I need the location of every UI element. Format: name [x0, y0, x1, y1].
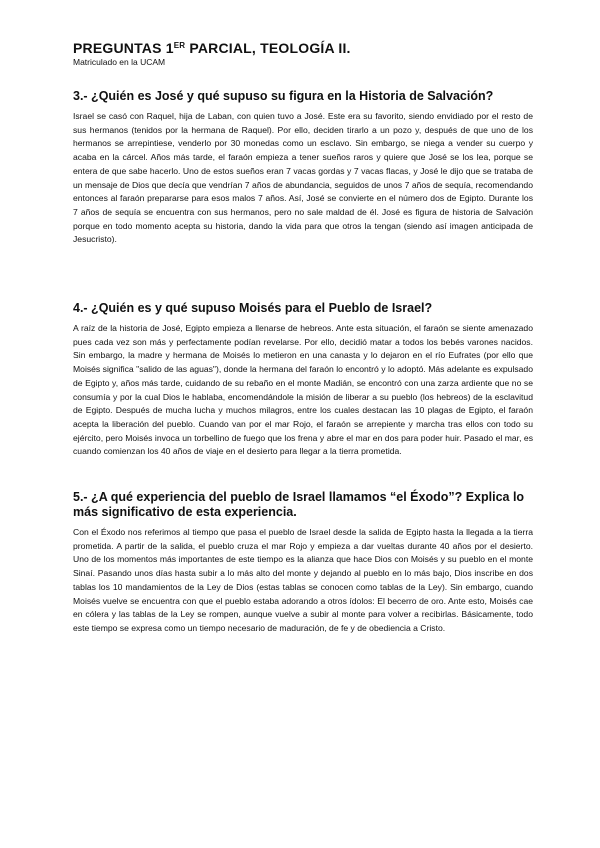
question-5-heading: 5.- ¿A qué experiencia del pueblo de Israel llamamos “el Éxodo”? Explica lo más significativo de esta experiencia. [73, 490, 525, 519]
document-page [73, 38, 533, 633]
title-superscript: ER [173, 41, 186, 50]
question-3-section [73, 89, 533, 247]
question-4-section [73, 301, 533, 459]
question-4-heading: 4.- ¿Quién es y qué supuso Moisés para el Pueblo de Israel? [73, 301, 433, 315]
question-3-answer: Israel se casó con Raquel, hija de Laban, con quien tuvo a José. Este era su favorito, siendo envidiado por el resto de sus hermanos (tenidos por la hermana de Raquel). Por ello, deciden tirarlo a un pozo y, después de que uno de los hermanos se arrepintiese, venderlo por 30 monedas como un esclavo. Sin embargo, se niega a vender su cuerpo y acaba en la cárcel. Años más tarde, el faraón empieza a tener sueños raros y quiere que José se los lea, porque se entera de que sabe hacerlo. Uno de estos sueños eran 7 vacas gordas y 7 vacas flacas, y José le dijo que se trataba de un mensaje de Dios que decía que vendrían 7 años de abundancia, seguidos de unos 7 años de sequía, recomendando entonces al faraón prepararse para esos malos 7 años. Así, José se convierte en el número dos de Egipto. Durante los 7 años de sequía se encuentra con sus hermanos, pero no sale maldad de él. José es figura de historia de Salvación porque en todo momento acepta su historia, dando la vida para que otros la tengan (siendo así imagen anticipada de Jesucristo). [73, 111, 533, 245]
question-4-answer: A raíz de la historia de José, Egipto empieza a llenarse de hebreos. Ante esta situación, el faraón se siente amenazado pues cada vez son más y perfectamente podían revelarse. Por ello, decidió matar a todos los bebés varones nacidos. Sin embargo, la madre y hermana de Moisés lo metieron en una canasta y lo dejaron en el río Eufrates (por ello que Moisés significa "salido de las aguas"), donde la hermana del faraón lo encontró y lo adoptó. Más adelante es expulsado de Egipto y, años más tarde, cuidando de su rebaño en el monte Madián, se encontró con una zarza ardiente que no se consumía y por la cual Dios le hablaba, encomendándole la misión de liberar a su pueblo (los hebreos) de la esclavitud de Egipto. Después de mucha lucha y muchos milagros, entre los cuales destacan las 10 plagas de Egipto, el faraón acepta la liberación del pueblo. Cuando van por el mar Rojo, el faraón se arrepiente y marcha tras ellos con todo su ejército, pero Moisés invoca un torbellino de fuego que los frena y abre el mar en dos para poder huir. Pasado el mar, es cuando comienzan los 40 años de viaje en el desierto para llegar a la tierra prometida. [73, 323, 533, 457]
document-title: PREGUNTAS 1ER PARCIAL, TEOLOGÍA II. [73, 40, 351, 56]
document-subtitle: Matriculado en la UCAM [73, 57, 166, 67]
question-5-section [73, 490, 533, 636]
question-3-heading: 3.- ¿Quién es José y qué supuso su figura en la Historia de Salvación? [73, 89, 494, 103]
question-5-answer: Con el Éxodo nos referimos al tiempo que pasa el pueblo de Israel desde la salida de Egipto hasta la llegada a la tierra prometida. A partir de la salida, el pueblo cruza el mar Rojo y empieza a dar vueltas durante 40 años por el desierto. Uno de los momentos más importantes de este tiempo es la alianza que hace Dios con Moisés y su pueblo en el monte Sinaí. Pasando unos días hasta subir a lo más alto del monte y dejando al pueblo en lo más bajo, Dios inscribe en dos tablas los 10 mandamientos de la Ley de Dios (estas tablas se conocen como tablas de la Ley). Sin embargo, cuando Moisés vuelve se encuentra con que el pueblo estaba adorando a otros ídolos: El becerro de oro. Ante esto, Moisés cae en cólera y las tablas de la Ley se rompen, aunque vuelve a subir al monte para volver a recibirlas. Básicamente, todo este tiempo se expresa como un tiempo necesario de maduración, de fe y de obediencia a Cristo. [73, 527, 533, 633]
